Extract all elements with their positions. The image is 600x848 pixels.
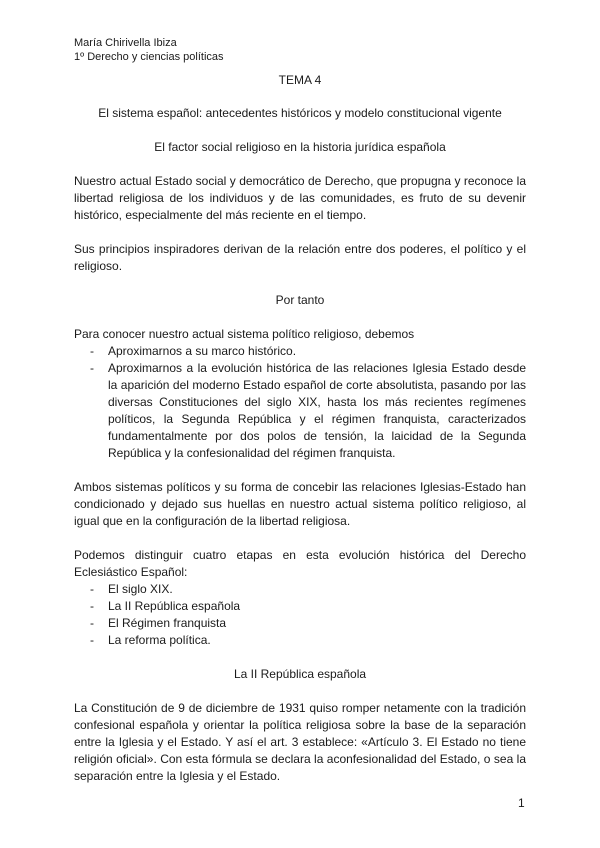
dash-bullet: - bbox=[90, 582, 94, 596]
dash-bullet: - bbox=[90, 344, 94, 358]
paragraph-2: Sus principios inspiradores derivan de la relación entre dos poderes, el político y el religioso. bbox=[74, 242, 526, 273]
dash-bullet: - bbox=[90, 361, 94, 375]
tema-heading: TEMA 4 bbox=[278, 73, 322, 87]
dash-bullet: - bbox=[90, 616, 94, 630]
list-item-text: La reforma política. bbox=[108, 633, 211, 647]
list-item-text: Aproximarnos a la evolución histórica de las relaciones Iglesia Estado desde la aparición del moderno Estado español de corte absolutista, pasando por las diversas Constituciones del siglo XIX, hasta los más recientes regímenes políticos, la Segunda República y el régimen franquista, caracterizados fundamentalmente por dos polos de tensión, la laicidad de la Segunda República y la confesionalidad del régimen franquista. bbox=[108, 361, 526, 460]
paragraph-6: La Constitución de 9 de diciembre de 1931 quiso romper netamente con la tradición confesional española y orientar la política religiosa sobre la base de la separación entre la Iglesia y el Estado. Y así el art. 3 establece: «Artículo 3. El Estado no tiene religión oficial». Con esta fórmula se declara la aconfesionalidad del Estado, o sea la separación entre la Iglesia y el Estado. bbox=[74, 701, 526, 783]
paragraph-1: Nuestro actual Estado social y democrático de Derecho, que propugna y reconoce la libertad religiosa de los individuos y de las comunidades, es fruto de su devenir histórico, especialmente del más reciente en el tiempo. bbox=[74, 174, 526, 222]
author-name: María Chirivella Ibiza bbox=[74, 37, 177, 49]
por-tanto-heading: Por tanto bbox=[275, 293, 325, 307]
list-stages bbox=[74, 581, 526, 649]
list-item-text: El siglo XIX. bbox=[108, 582, 173, 596]
course-name: 1º Derecho y ciencias políticas bbox=[74, 51, 224, 63]
list-approaches bbox=[74, 343, 526, 462]
list-item bbox=[74, 632, 526, 649]
list-item bbox=[74, 598, 526, 615]
paragraph-3: Para conocer nuestro actual sistema político religioso, debemos bbox=[74, 327, 415, 341]
dash-bullet: - bbox=[90, 599, 94, 613]
list-item-text: El Régimen franquista bbox=[108, 616, 227, 630]
list-item-text: La II República española bbox=[108, 599, 241, 613]
author-header bbox=[74, 36, 224, 64]
document-body bbox=[74, 72, 526, 785]
section-heading: La II República española bbox=[233, 667, 367, 681]
list-item bbox=[74, 343, 526, 360]
document-subtitle: El factor social religioso en la historia jurídica española bbox=[154, 140, 446, 154]
dash-bullet: - bbox=[90, 633, 94, 647]
list-item-text: Aproximarnos a su marco histórico. bbox=[108, 344, 297, 358]
paragraph-4: Ambos sistemas políticos y su forma de concebir las relaciones Iglesias-Estado han condicionado y dejado sus huellas en nuestro actual sistema político religioso, al igual que en la configuración de la libertad religiosa. bbox=[74, 480, 526, 528]
paragraph-5: Podemos distinguir cuatro etapas en esta evolución histórica del Derecho Eclesiástico Español: bbox=[74, 548, 526, 579]
list-item bbox=[74, 615, 526, 632]
list-item bbox=[74, 360, 526, 462]
list-item bbox=[74, 581, 526, 598]
page-number: 1 bbox=[518, 796, 525, 810]
document-title: El sistema español: antecedentes históricos y modelo constitucional vigente bbox=[98, 106, 502, 120]
